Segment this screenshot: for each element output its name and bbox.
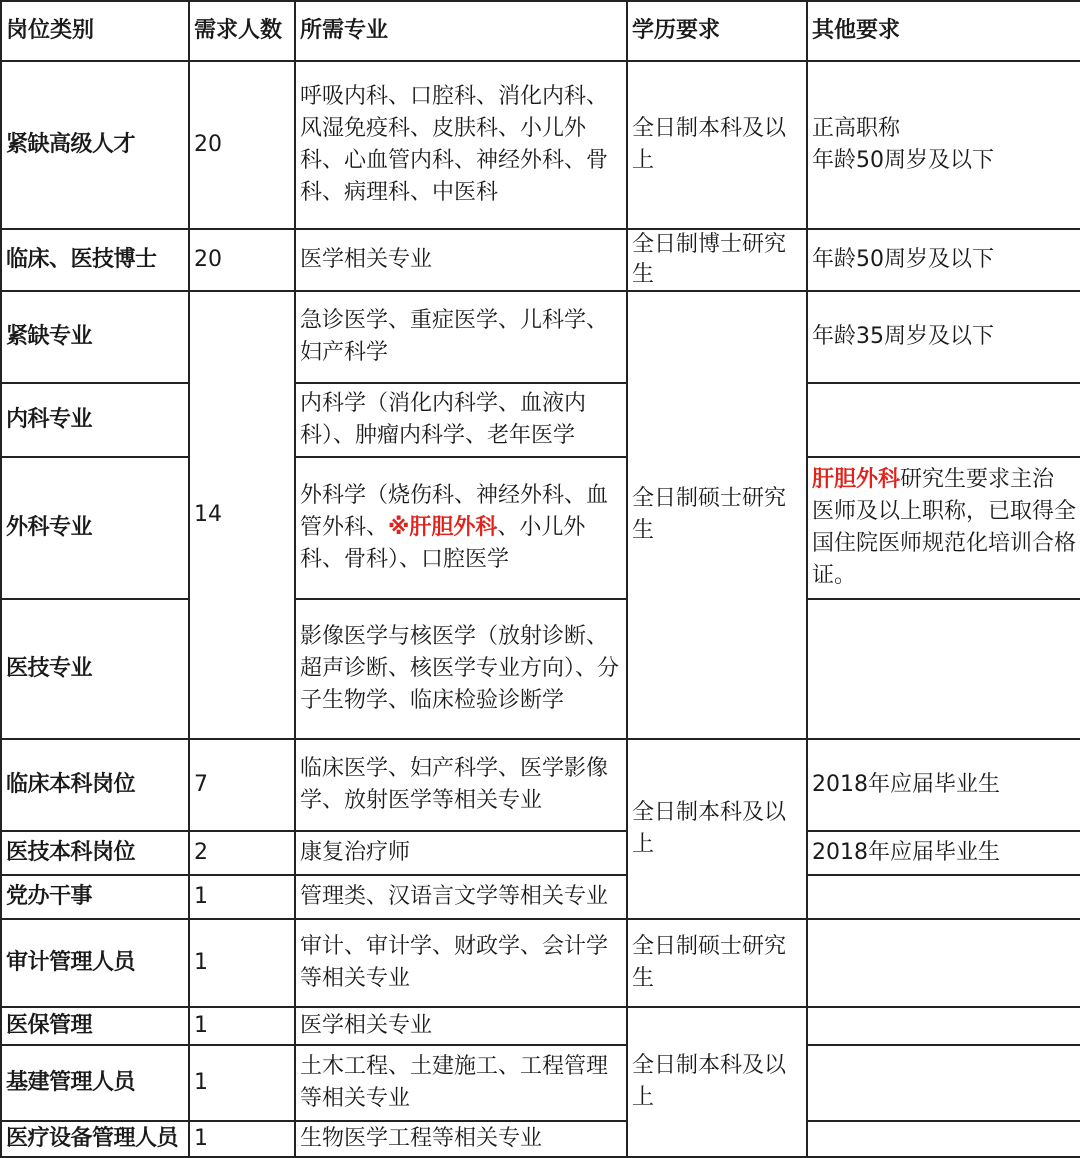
major-cell: 影像医学与核医学（放射诊断、超声诊断、核医学专业方向）、分子生物学、临床检验诊断学 [295, 599, 627, 739]
other-cell [807, 61, 1080, 229]
major-cell: 土木工程、土建施工、工程管理等相关专业 [295, 1045, 627, 1121]
table-row [1, 457, 1080, 599]
count-cell: 1 [189, 1121, 295, 1157]
major-cell: 管理类、汉语言文学等相关专业 [295, 875, 627, 919]
table-row [1, 919, 1080, 1007]
major-cell: 急诊医学、重症医学、儿科学、妇产科学 [295, 291, 627, 383]
education-cell: 全日制硕士研究生 [627, 919, 807, 1007]
major-text: 、小儿外科、骨科）、口腔医学 [300, 515, 586, 572]
other-line: 正高职称 [812, 116, 901, 141]
major-cell: 审计、审计学、财政学、会计学等相关专业 [295, 919, 627, 1007]
table-row [1, 831, 1080, 875]
other-cell [807, 1007, 1080, 1045]
table-row [1, 599, 1080, 739]
category-cell: 医疗设备管理人员 [1, 1121, 189, 1157]
major-highlight: ※肝胆外科 [388, 515, 498, 540]
education-cell: 全日制本科及以上 [627, 61, 807, 229]
header-category: 岗位类别 [1, 1, 189, 61]
count-cell: 1 [189, 875, 295, 919]
count-cell: 20 [189, 229, 295, 291]
count-cell: 1 [189, 1045, 295, 1121]
major-cell: 医学相关专业 [295, 229, 627, 291]
table-row [1, 291, 1080, 383]
category-cell: 基建管理人员 [1, 1045, 189, 1121]
count-cell: 7 [189, 739, 295, 831]
category-cell: 内科专业 [1, 383, 189, 457]
other-cell [807, 1121, 1080, 1157]
header-other: 其他要求 [807, 1, 1080, 61]
header-count: 需求人数 [189, 1, 295, 61]
category-cell: 临床本科岗位 [1, 739, 189, 831]
table-row [1, 875, 1080, 919]
major-cell: 呼吸内科、口腔科、消化内科、风湿免疫科、皮肤科、小儿外科、心血管内科、神经外科、骨科、病理科、中医科 [295, 61, 627, 229]
other-cell: 年龄50周岁及以下 [807, 229, 1080, 291]
category-cell: 党办干事 [1, 875, 189, 919]
other-cell [807, 599, 1080, 739]
count-cell: 1 [189, 1007, 295, 1045]
education-cell: 全日制硕士研究生 [627, 291, 807, 739]
header-row [1, 1, 1080, 61]
other-text: 研究生要求主治医师及以上职称，已取得全国住院医师规范化培训合格证。 [812, 467, 1077, 588]
category-cell: 临床、医技博士 [1, 229, 189, 291]
count-cell: 2 [189, 831, 295, 875]
category-cell: 医技专业 [1, 599, 189, 739]
other-cell: 2018年应届毕业生 [807, 739, 1080, 831]
category-cell: 医技本科岗位 [1, 831, 189, 875]
major-cell: 康复治疗师 [295, 831, 627, 875]
other-cell [807, 875, 1080, 919]
other-cell: 年龄35周岁及以下 [807, 291, 1080, 383]
category-cell: 医保管理 [1, 1007, 189, 1045]
other-cell [807, 919, 1080, 1007]
other-highlight: 肝胆外科 [812, 467, 901, 492]
other-cell: 2018年应届毕业生 [807, 831, 1080, 875]
header-major: 所需专业 [295, 1, 627, 61]
table-row [1, 383, 1080, 457]
education-cell: 全日制博士研究生 [627, 229, 807, 291]
major-cell [295, 457, 627, 599]
other-cell [807, 457, 1080, 599]
category-cell: 外科专业 [1, 457, 189, 599]
count-cell: 1 [189, 919, 295, 1007]
major-cell: 临床医学、妇产科学、医学影像学、放射医学等相关专业 [295, 739, 627, 831]
category-cell: 紧缺专业 [1, 291, 189, 383]
table-row [1, 1121, 1080, 1157]
education-cell: 全日制本科及以上 [627, 1007, 807, 1157]
count-cell: 20 [189, 61, 295, 229]
count-cell: 14 [189, 291, 295, 739]
table-row [1, 739, 1080, 831]
header-education: 学历要求 [627, 1, 807, 61]
table-row [1, 229, 1080, 291]
category-cell: 紧缺高级人才 [1, 61, 189, 229]
other-cell [807, 1045, 1080, 1121]
category-cell: 审计管理人员 [1, 919, 189, 1007]
table-row [1, 61, 1080, 229]
table-row [1, 1045, 1080, 1121]
major-cell: 生物医学工程等相关专业 [295, 1121, 627, 1157]
major-cell: 内科学（消化内科学、血液内科）、肿瘤内科学、老年医学 [295, 383, 627, 457]
major-cell: 医学相关专业 [295, 1007, 627, 1045]
table-row [1, 1007, 1080, 1045]
major-text: 外科学（烧伤科、神经外科、血管外科、 [300, 483, 609, 540]
other-cell [807, 383, 1080, 457]
education-cell: 全日制本科及以上 [627, 739, 807, 919]
other-line: 年龄50周岁及以下 [812, 148, 994, 173]
